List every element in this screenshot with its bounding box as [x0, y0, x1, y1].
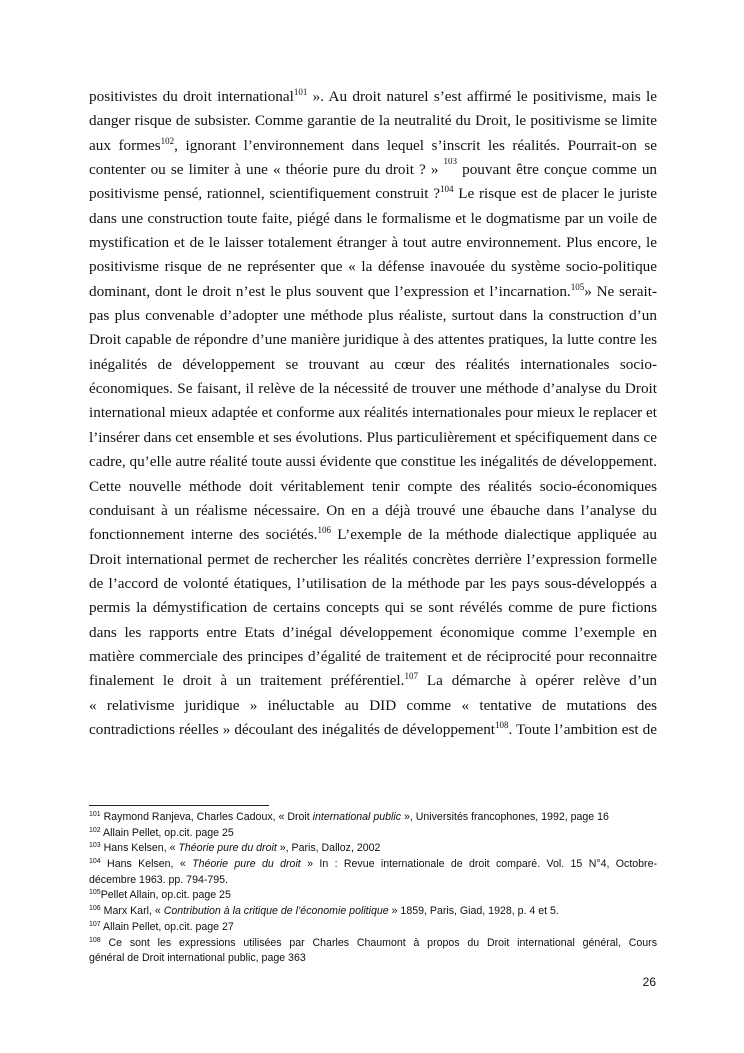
footnote-number: 102 [89, 826, 101, 834]
footnote-line: $^{105}$Pellet Allain, op.cit. page 25 [89, 889, 231, 902]
footnote-number: 101 [89, 811, 101, 818]
text-line: positivisme risque de ne représenter que « la défense inavouée du système socio-politique [89, 258, 657, 276]
footnote-number: 106 [89, 905, 101, 913]
footnote-line: décembre 1963. pp. 794-795. [89, 873, 228, 886]
footnote-line: $^{108}$ Ce sont les expressions utilisées par Charles Chaumont à propos du Droit international général, Cours [89, 936, 657, 949]
text-line: Droit capable de répondre d’une manière juridique à des attentes pratiques, la lutte contre les [89, 331, 657, 349]
text-line: dominant, dont le droit n’est le plus souvent que l’expression et l’incarnation.$^{105}$» Ne serait- [89, 281, 657, 300]
text-line: pas plus convenable d’adopter une méthode plus réaliste, surtout dans la construction d’un [89, 307, 657, 325]
footnote-line: $^{101}$ Raymond Ranjeva, Charles Cadoux, « Droit international public », Universités francophones, 1992, page 16 [89, 811, 609, 823]
text-line: danger risque de subsister. Comme garantie de la neutralité du Droit, le positivisme se limite [89, 112, 657, 130]
text-line: contenter ou se limiter à une « théorie pure du droit ? » $^{103}$ pouvant être conçue comme un [89, 158, 657, 179]
body-text [89, 85, 657, 742]
text-line: positivisme pensé, rationnel, scientifiquement construit ?$^{104}$ Le risque est de placer le juriste [89, 184, 657, 203]
footnote-reference[interactable]: 106 [317, 525, 331, 536]
text-line: positivistes du droit international$^{101}$ ». Au droit naturel s’est affirmé le positivisme, mais le [89, 87, 657, 105]
footnote-reference[interactable]: 101 [293, 87, 308, 97]
footnote-number: 105 [89, 889, 101, 897]
text-line: contradictions réelles » découlant des inégalités de développement$^{108}$. Toute l’ambition est de [89, 719, 657, 738]
footnote-reference[interactable]: 107 [404, 671, 418, 682]
footnote-line: $^{102}$ Allain Pellet, op.cit. page 25 [89, 826, 234, 839]
text-line: cadre, qu’elle autre réalité toute aussi évidente que constitue les inégalités de développement. [89, 453, 657, 471]
page-number: 26 [642, 975, 656, 989]
text-line: économiques. Se faisant, il relève de la nécessité de trouver une méthode d’analyse du Droit [89, 380, 657, 398]
text-line: conduisant à un réalisme nécessaire. On en a déjà trouvé une ébauche dans l’analyse du [89, 501, 657, 519]
footnote-reference[interactable]: 102 [160, 135, 175, 146]
text-line: fonctionnement interne des sociétés.$^{106}$ L’exemple de la méthode dialectique appliquée au [89, 525, 657, 544]
footnote-reference[interactable]: 103 [443, 158, 458, 167]
footnote-number: 103 [89, 842, 101, 850]
footnote-number: 108 [89, 936, 101, 944]
footnotes [89, 810, 657, 967]
text-line: permis la démystification de certains concepts qui se sont révélés comme de pure fictions [89, 599, 657, 617]
text-line: l’insérer dans cet ensemble et ses évolutions. Plus particulièrement et spécifiquement dans ce [89, 428, 657, 446]
footnote-number: 107 [89, 920, 101, 928]
text-line: dans une construction toute faite, piégé dans le formalisme et le dogmatisme par un voile de [89, 209, 657, 227]
text-line: international mieux adaptée et conforme aux réalités internationales pour mieux le replacer et [89, 404, 657, 422]
text-line: « relativisme juridique » inéluctable au DID comme « tentative de mutations des [89, 696, 657, 714]
text-line: inégalités de développement se trouvant au cœur des réalités internationales socio- [89, 355, 657, 373]
footnote-line: général de Droit international public, page 363 [89, 952, 306, 965]
footnote-reference[interactable]: 108 [495, 719, 509, 730]
footnote-reference[interactable]: 105 [570, 281, 585, 292]
footnote-separator [89, 805, 269, 806]
footnote-line: $^{107}$ Allain Pellet, op.cit. page 27 [89, 920, 234, 933]
text-line: finalement le droit à un traitement préférentiel.$^{107}$ La démarche à opérer relève d’un [89, 671, 657, 690]
text-line: aux formes$^{102}$, ignorant l’environnement dans lequel s’inscrit les réalités. Pourrait-on se [89, 135, 657, 154]
footnote-reference[interactable]: 104 [439, 184, 454, 195]
footnote-line: $^{106}$ Marx Karl, « Contribution à la critique de l’économie politique » 1859, Paris, Giad, 1928, p. 4 et 5. [89, 905, 559, 918]
footnote-line: $^{104}$ Hans Kelsen, « Théorie pure du droit » In : Revue internationale de droit comparé. Vol. 15 N°4, Octobre- [89, 858, 657, 871]
footnote-number: 104 [89, 858, 101, 866]
footnote-line: $^{103}$ Hans Kelsen, « Théorie pure du droit », Paris, Dalloz, 2002 [89, 842, 381, 855]
text-line: matière commerciale des principes d’égalité de traitement et de réciprocité pour reconnaitre [89, 647, 657, 665]
text-line: de l’accord de volonté étatiques, l’utilisation de la méthode par les pays sous-développés a [89, 574, 657, 592]
text-line: mystification et de le laisser totalement étranger à tout autre environnement. Plus encore, le [89, 234, 657, 252]
text-line: Droit international permet de rechercher les réalités concrètes derrière l’expression formelle [89, 550, 657, 568]
text-line: Cette nouvelle méthode doit véritablement tenir compte des réalités socio-économiques [89, 477, 657, 495]
text-line: dans les rapports entre Etats d’inégal développement économique comme l’exemple en [89, 623, 657, 641]
